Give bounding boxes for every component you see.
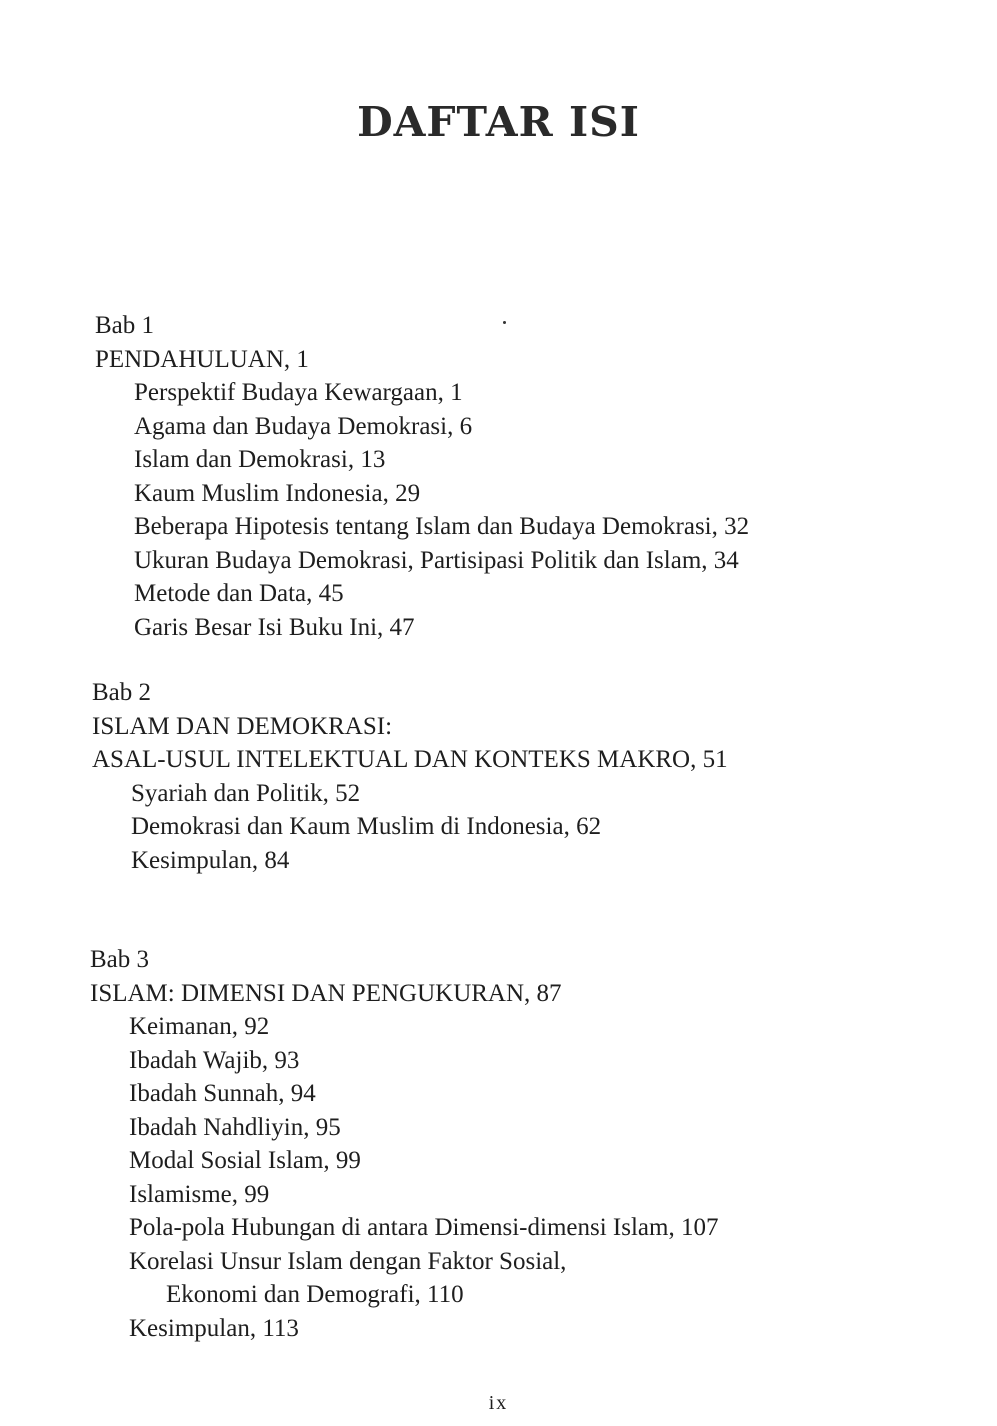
chapter-heading: ASAL-USUL INTELEKTUAL DAN KONTEKS MAKRO, 51 xyxy=(92,746,728,773)
toc-entry: Pola-pola Hubungan di antara Dimensi-dimensi Islam, 107 xyxy=(129,1214,719,1241)
toc-entry: Perspektif Budaya Kewargaan, 1 xyxy=(134,379,463,406)
toc-entry: Keimanan, 92 xyxy=(129,1013,270,1040)
toc-entry: Metode dan Data, 45 xyxy=(134,580,344,607)
toc-entry: Ibadah Wajib, 93 xyxy=(129,1046,300,1074)
chapter-label: Bab 3 xyxy=(90,946,150,973)
toc-entry: Ibadah Sunnah, 94 xyxy=(129,1080,316,1107)
toc-entry: Korelasi Unsur Islam dengan Faktor Sosial, xyxy=(129,1247,567,1275)
chapter-heading: ISLAM: DIMENSI DAN PENGUKURAN, 87 xyxy=(90,979,562,1007)
toc-entry: Garis Besar Isi Buku Ini, 47 xyxy=(134,613,415,641)
toc-entry: Syariah dan Politik, 52 xyxy=(131,779,361,807)
toc-entry: Agama dan Budaya Demokrasi, 6 xyxy=(134,412,473,440)
toc-entry: Kaum Muslim Indonesia, 29 xyxy=(134,479,421,507)
chapter-3 xyxy=(90,943,718,1345)
toc-entry: Kesimpulan, 84 xyxy=(131,846,290,874)
chapter-label: Bab 2 xyxy=(92,679,152,706)
toc-entry: Islam dan Demokrasi, 13 xyxy=(134,446,386,473)
toc-entry: Modal Sosial Islam, 99 xyxy=(129,1147,361,1174)
toc-entry: Islamisme, 99 xyxy=(129,1180,270,1208)
page-title: DAFTAR ISI xyxy=(357,98,640,146)
toc-entry-continuation: Ekonomi dan Demografi, 110 xyxy=(166,1281,464,1308)
chapter-heading: PENDAHULUAN, 1 xyxy=(95,345,309,373)
chapter-2 xyxy=(92,676,728,877)
page-number: ix xyxy=(488,1392,509,1414)
toc-entry: Kesimpulan, 113 xyxy=(129,1314,299,1342)
toc-entry: Beberapa Hipotesis tentang Islam dan Budaya Demokrasi, 32 xyxy=(134,513,750,540)
chapter-label: Bab 1 xyxy=(95,312,155,339)
chapter-heading: ISLAM DAN DEMOKRASI: xyxy=(92,712,393,740)
chapter-1 xyxy=(95,309,749,644)
toc-entry: Demokrasi dan Kaum Muslim di Indonesia, 62 xyxy=(131,813,602,840)
toc-entry: Ukuran Budaya Demokrasi, Partisipasi Politik dan Islam, 34 xyxy=(134,546,739,574)
toc-entry: Ibadah Nahdliyin, 95 xyxy=(129,1113,341,1141)
